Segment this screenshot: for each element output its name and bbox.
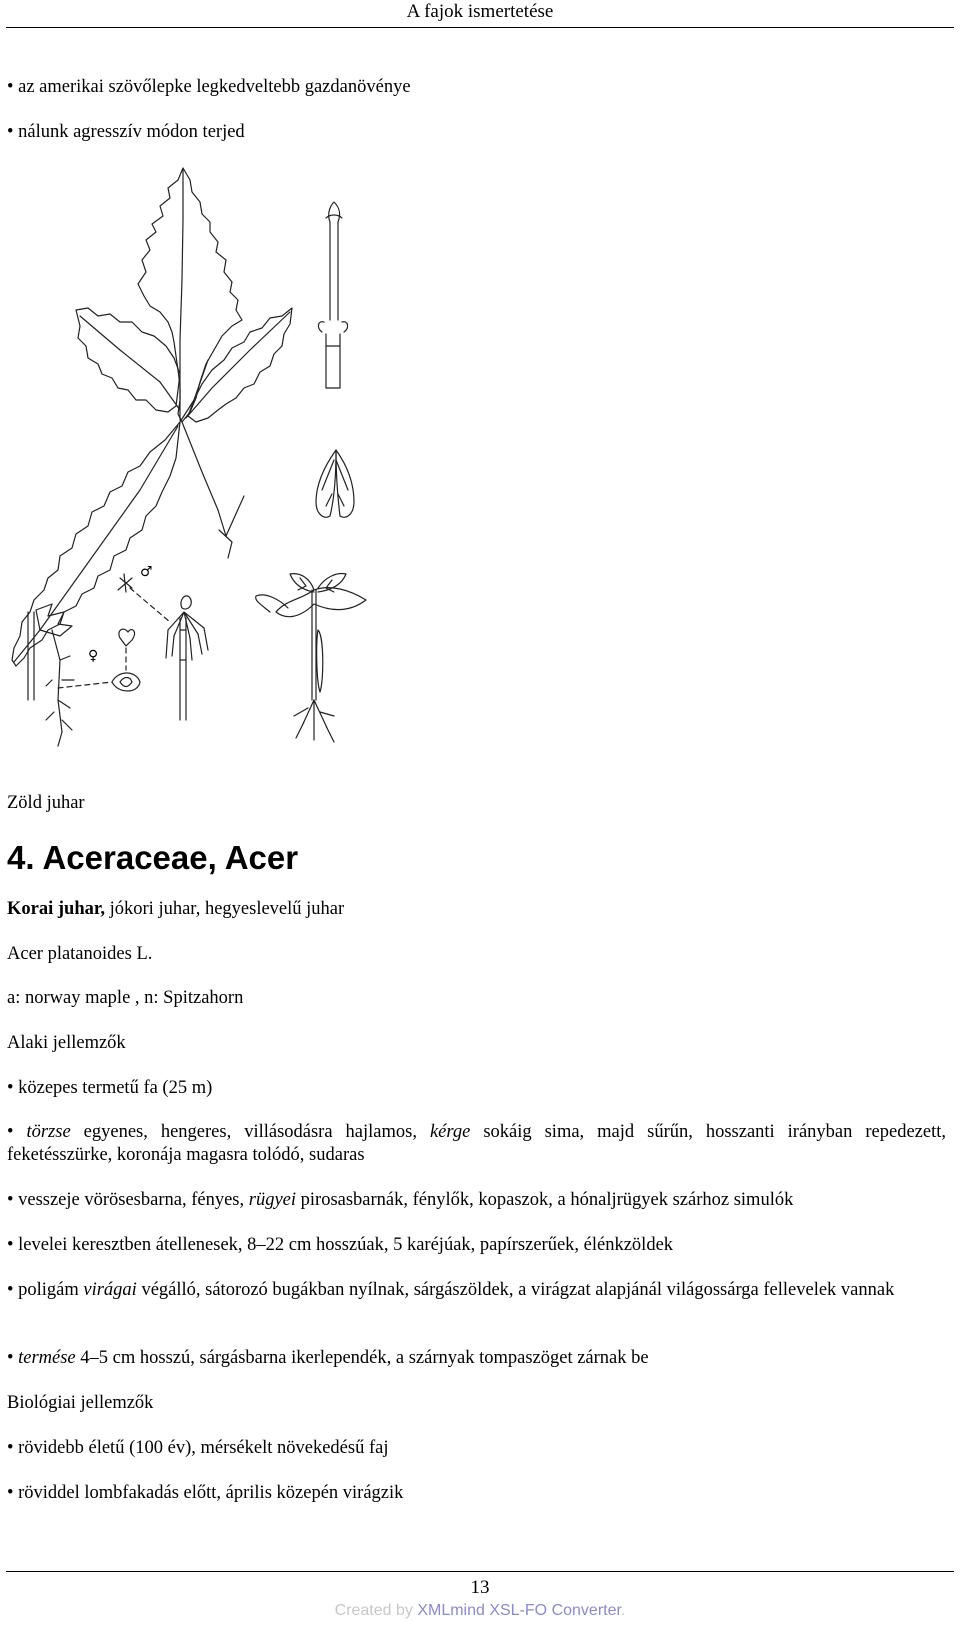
species-foreign-names: a: norway maple , n: Spitzahorn [7,988,244,1008]
species-common-rest: jókori juhar, hegyeslevelű juhar [105,899,345,919]
term-fruit: termése [18,1348,76,1368]
morph-bullet-size: • közepes termetű fa (25 m) [7,1078,213,1098]
female-symbol: ♀ [88,648,99,664]
term-buds: rügyei [248,1190,297,1210]
converter-credit: Created by XMLmind XSL-FO Converter. [334,1602,626,1619]
twig-drawing [318,202,347,388]
term-flowers: virágai [83,1280,137,1300]
male-symbol: ♂ [140,564,153,580]
species-common-bold: Korai juhar, [7,899,105,919]
maple-illustration [0,160,960,772]
morph-bullet-leaves: • levelei keresztben átellenesek, 8–22 cm hosszúak, 5 karéjúak, papírszerűek, élénkzöldek [7,1235,674,1255]
header-rule [6,27,954,28]
bio-bullet-flowering: • röviddel lombfakadás előtt, április közepén virágzik [7,1483,404,1503]
morph-bullet-trunk: • törzse egyenes, hengeres, villásodásra hajlamos, kérge sokáig sima, majd sűrűn, hosszanti irányban repedezett, feketésszürke, koronája magasra tolódó, sudaras [7,1122,946,1165]
morph-bullet-flowers: • poligám virágai végálló, sátorozó bugákban nyílnak, sárgászöldek, a virágzat alapjánál világossárga fellevelek vannak [7,1280,895,1300]
converter-link[interactable]: XMLmind XSL-FO Converter [417,1602,621,1619]
figure-caption: Zöld juhar [7,793,85,813]
bio-bullet-lifespan: • rövidebb életű (100 év), mérsékelt növekedésű faj [7,1438,389,1458]
section-heading: 4. Aceraceae, Acer [7,839,299,876]
species-common-names [7,898,946,921]
running-head: A fajok ismertetése [406,1,554,22]
bullet-spread: • nálunk agresszív módon terjed [7,122,245,142]
species-latin-name: Acer platanoides L. [7,944,153,964]
flower-shoot-drawing [28,574,208,746]
morph-bullet-fruit: • termése 4–5 cm hosszú, sárgásbarna ikerlependék, a szárnyak tompaszöget zárnak be [7,1348,649,1368]
morph-bullet-shoots: • vesszeje vörösesbarna, fényes, rügyei pirosasbarnák, fénylők, kopaszok, a hónaljrügyek szárhoz simulók [7,1190,794,1210]
leaf-drawing [12,168,292,666]
term-bark: kérge [429,1122,471,1142]
term-trunk: törzse [26,1122,71,1142]
bullet-host-plant: • az amerikai szövőlepke legkedveltebb gazdanövénye [7,77,411,97]
samara-drawing [316,450,354,517]
footer-rule [6,1571,954,1572]
bio-heading: Biológiai jellemzők [7,1393,154,1413]
morph-heading: Alaki jellemzők [7,1033,126,1053]
page-number: 13 [470,1577,490,1598]
seedling-drawing [256,574,366,742]
